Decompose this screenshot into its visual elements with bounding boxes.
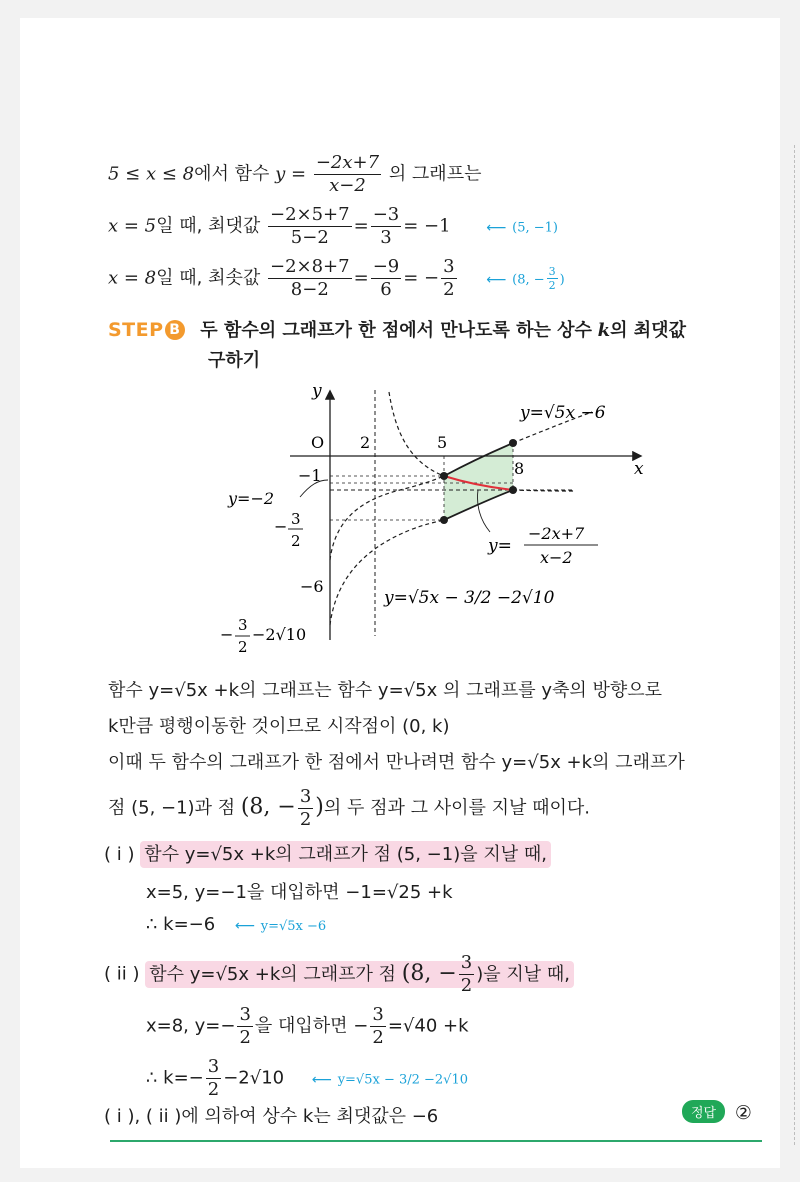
label-rational-den: x−2: [540, 548, 573, 567]
case2-line2-den: 2: [207, 1079, 220, 1100]
max-lead: x = 5: [108, 215, 157, 237]
case2-head-pre: 함수 y=√5x +k의 그래프가 점: [149, 963, 397, 985]
point-8-top: [509, 439, 517, 447]
label-rational-num: −2x+7: [528, 524, 585, 543]
body-p4-den: 2: [299, 809, 312, 830]
body-p4-post: 의 두 점과 그 사이를 지날 때이다.: [323, 797, 590, 819]
point-5-neg1: [440, 472, 448, 480]
min-result-pre: = −: [403, 267, 440, 289]
case2-line2-frac: [206, 1056, 221, 1101]
body-p4-point-post: ): [315, 794, 324, 820]
min-note-pre: (8, −: [512, 272, 545, 288]
tick-low-num: 3: [238, 616, 248, 634]
max-text: 일 때, 최댓값: [156, 215, 261, 237]
case2-line1-pre: x=8, y=−: [146, 1015, 236, 1037]
max-note: (5, −1): [512, 220, 558, 236]
case2-line1-num2: 3: [372, 1004, 384, 1025]
tick-8: 8: [514, 459, 525, 478]
min-note-num: 3: [548, 265, 556, 278]
arrow-left-icon: ⟵: [311, 1071, 332, 1088]
max-result: = −1: [403, 215, 451, 237]
tick-low-minus: −: [220, 625, 234, 644]
label-sqrt-lower: y=√5x − 3/2 −2√10: [384, 588, 555, 608]
answer-badge: 정답: [682, 1100, 725, 1123]
case2-head-num: 3: [460, 952, 473, 973]
max-frac2-num: −3: [372, 204, 400, 225]
step-title-line1: 두 함수의 그래프가 한 점에서 만나도록 하는 상수: [200, 320, 592, 341]
max-frac1-num: −2×5+7: [269, 204, 350, 225]
tick-neg32-minus: −: [274, 517, 288, 536]
step-title-end: 의 최댓값: [610, 320, 686, 341]
min-note-den: 2: [548, 279, 556, 292]
case2-line2: [146, 1056, 468, 1101]
func-lhs: y =: [275, 163, 307, 185]
case1-head: [104, 840, 551, 866]
label-rational-pre: y=: [488, 536, 512, 556]
case2-line1: [146, 1004, 469, 1049]
case2-line1-frac2: [370, 1004, 385, 1049]
case2-line1-den2: 2: [372, 1027, 384, 1048]
intro-text: 에서 함수: [194, 163, 270, 185]
min-result-den: 2: [443, 279, 455, 300]
tick-neg6: −6: [300, 577, 324, 596]
case2-line2-pre: ∴ k=−: [146, 1067, 204, 1089]
step-title-line2: 구하기: [208, 350, 261, 371]
min-frac1-den: 8−2: [290, 279, 329, 300]
intro-end: 의 그래프는: [388, 163, 482, 185]
case2-note: y=√5x − 3/2 −2√10: [337, 1072, 469, 1088]
case2-head-post: )을 지날 때,: [476, 963, 570, 985]
body-p3: 이때 두 함수의 그래프가 한 점에서 만나려면 함수 y=√5x +k의 그래프가: [108, 752, 685, 773]
x-axis-label: x: [634, 459, 644, 479]
body-p4-pre: 점 (5, −1)과 점: [108, 797, 236, 819]
min-frac1-num: −2×8+7: [269, 256, 350, 277]
min-frac2-den: 6: [380, 279, 392, 300]
min-text: 일 때, 최솟값: [156, 267, 261, 289]
tick-neg32-num: 3: [291, 510, 301, 528]
range-expr: 5 ≤ x ≤ 8: [108, 163, 195, 185]
case1-result: ∴ k=−6: [146, 914, 216, 935]
case2-line1-frac: [237, 1004, 252, 1049]
tick-neg32-den: 2: [291, 532, 301, 550]
answer-block: [682, 1100, 752, 1124]
label-sqrt-upper: y=√5x −6: [520, 403, 606, 423]
tick-2: 2: [360, 433, 371, 452]
case1-line2: [146, 914, 326, 935]
case1-mark: ( i ): [104, 844, 135, 865]
case1-note: y=√5x −6: [260, 919, 327, 934]
case2-line2-num: 3: [207, 1056, 220, 1077]
arrow-left-icon: ⟵: [486, 219, 507, 236]
tick-low-den: 2: [238, 638, 248, 656]
case2-line2-post: −2√10: [223, 1067, 285, 1089]
step-title-k: k: [597, 320, 611, 341]
min-lead: x = 8: [108, 267, 157, 289]
case2-line1-den: 2: [239, 1027, 251, 1048]
min-result-num: 3: [443, 256, 455, 277]
arrow-left-icon: ⟵: [486, 271, 507, 288]
case2-mark: ( ii ): [104, 963, 140, 985]
body-p4-num: 3: [299, 786, 312, 807]
tick-low-rest: −2√10: [252, 625, 307, 644]
case2-head: [104, 952, 574, 997]
body-p4-point-pre: (8, −: [240, 794, 296, 820]
conclusion-line: ( i ), ( ii )에 의하여 상수 k는 최댓값은 −6: [104, 1106, 439, 1127]
y-axis-label: y: [312, 381, 322, 401]
body-p4-frac: [298, 786, 313, 831]
case2-line1-end: =√40 +k: [387, 1015, 469, 1037]
case2-highlight: [145, 952, 574, 996]
origin-label: O: [311, 433, 325, 452]
answer-value: ②: [734, 1102, 752, 1124]
tick-neg1: −1: [298, 466, 322, 485]
case2-head-frac: [459, 952, 474, 997]
bottom-rule: [110, 1140, 762, 1142]
point-8-neg32: [509, 486, 517, 494]
body-p2: k만큼 평행이동한 것이므로 시작점이 (0, k): [108, 716, 450, 737]
max-line: x = 5일 때, 최댓값 $\frac{-2\times 5+7}{5-2}$ = $\frac{-3}{3}$ = −1 ⟵ (5, −1): [108, 204, 558, 248]
arrow-left-icon: ⟵: [234, 918, 256, 934]
case2-head-den: 2: [460, 975, 473, 996]
tick-neg2: y=−2: [228, 489, 275, 508]
sqrt-lower-curve: [330, 520, 444, 625]
hyperbola-curve: [389, 392, 444, 476]
point-5-low: [440, 516, 448, 524]
min-line: x = 8일 때, 최솟값 $\frac{-2\times 8+7}{8-2}$ = $\frac{-9}{6}$ = − $\frac{3}{2}$ ⟵ (8, − $\frac{3}{2}$ ): [108, 256, 565, 300]
body-p4: [108, 786, 590, 831]
max-frac2-den: 3: [380, 227, 392, 248]
sqrt-upper-curve: [330, 476, 444, 560]
func-denominator: x−2: [329, 175, 366, 196]
body-p1: 함수 y=√5x +k의 그래프는 함수 y=√5x 의 그래프를 y축의 방향으로: [108, 680, 663, 701]
case2-point-pre: (8, −: [401, 960, 457, 986]
case1-highlight: 함수 y=√5x +k의 그래프가 점 (5, −1)을 지날 때,: [140, 841, 551, 868]
case2-line1-num: 3: [239, 1004, 251, 1025]
tick-5: 5: [437, 433, 448, 452]
min-note-post: ): [559, 272, 565, 288]
func-numerator: −2x+7: [315, 152, 380, 173]
step-label: STEP: [108, 319, 164, 341]
step-badge: B: [165, 320, 185, 340]
case2-line1-mid: 을 대입하면 −: [254, 1015, 369, 1037]
case1-line1: x=5, y=−1을 대입하면 −1=√25 +k: [146, 882, 453, 903]
max-frac1-den: 5−2: [290, 227, 329, 248]
min-frac2-num: −9: [372, 256, 400, 277]
